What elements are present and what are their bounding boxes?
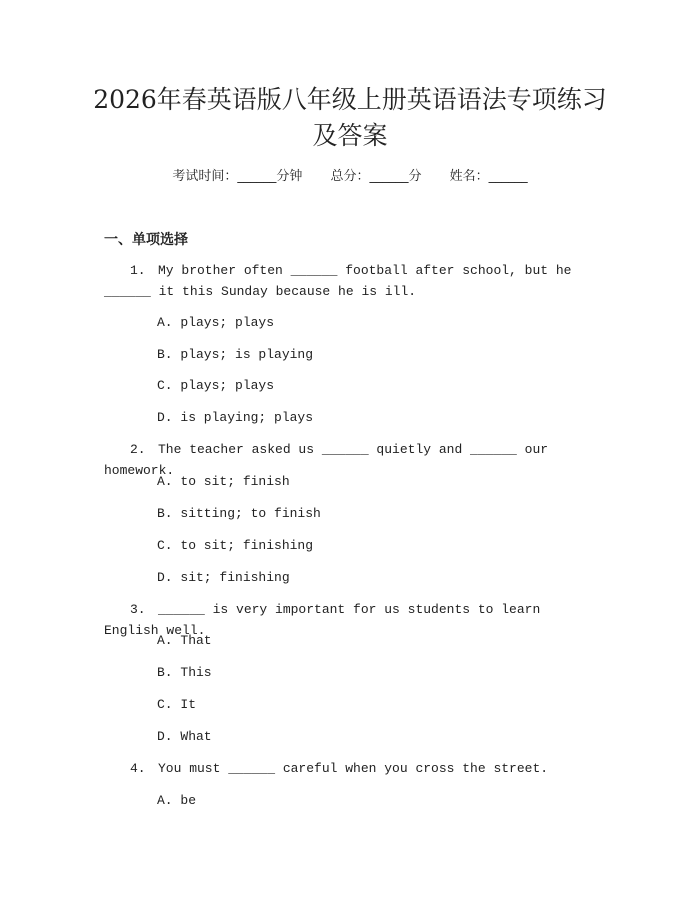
option-2c: C. to sit; finishing <box>157 538 314 553</box>
option-3c: C. It <box>157 697 197 712</box>
question-text: The teacher asked us ______ quietly and ______ our homework. <box>104 442 549 478</box>
option-4a: A. be <box>157 793 197 808</box>
question-number: 3. <box>130 602 146 617</box>
option-1c: C. plays; plays <box>157 378 275 393</box>
question-number: 2. <box>130 442 146 457</box>
option-1d: D. is playing; plays <box>157 410 314 425</box>
option-2d: D. sit; finishing <box>157 570 290 585</box>
exam-time-field: 考试时间：______分钟 <box>172 169 303 184</box>
option-2a: A. to sit; finish <box>157 474 290 489</box>
question-number: 1. <box>130 263 146 278</box>
total-score-field: 总分：______分 <box>330 169 422 184</box>
question-text: My brother often ______ football after school, but he ______ it this Sunday because he is ill. <box>104 263 572 299</box>
question-number: 4. <box>130 761 146 776</box>
question-text: You must ______ careful when you cross the street. <box>158 761 549 776</box>
option-2b: B. sitting; to finish <box>157 506 321 521</box>
option-1b: B. plays; is playing <box>157 347 314 362</box>
option-3b: B. This <box>157 665 212 680</box>
student-name-field: 姓名：______ <box>449 169 528 184</box>
option-3a: A. That <box>157 633 212 648</box>
section-title: 一、单项选择 <box>104 232 188 248</box>
option-1a: A. plays; plays <box>157 315 275 330</box>
option-3d: D. What <box>157 729 212 744</box>
question-text: ______ is very important for us students to learn English well. <box>104 602 541 638</box>
page-title: 2026年春英语版八年级上册英语语法专项练习及答案 <box>93 85 607 150</box>
question-1 <box>104 260 596 302</box>
exam-info-line <box>0 168 700 186</box>
question-4 <box>104 758 596 779</box>
